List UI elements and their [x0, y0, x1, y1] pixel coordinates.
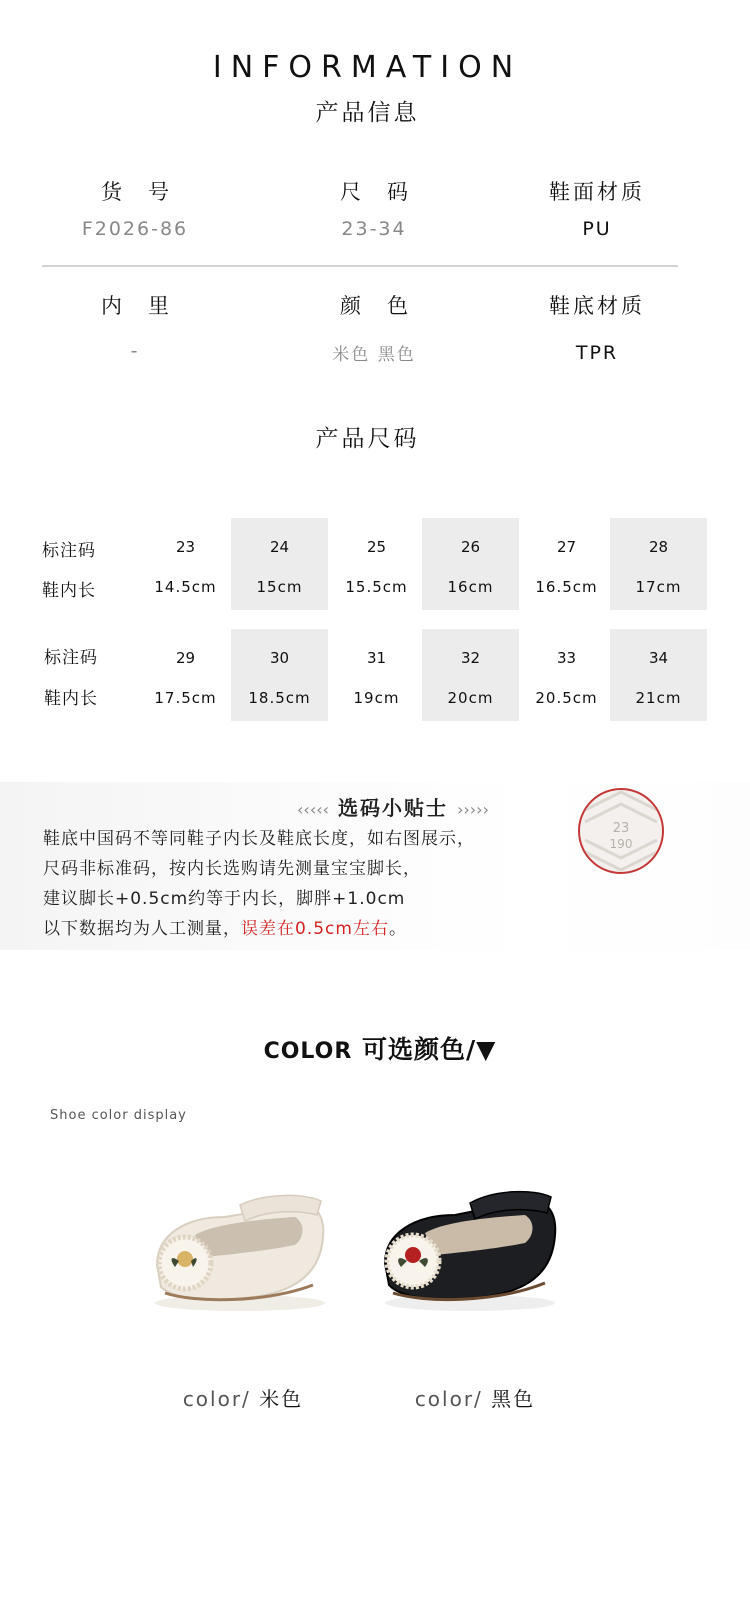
tip-line: 尺码非标准码，按内长选购请先测量宝宝脚长， — [43, 859, 421, 879]
length-value: 20cm — [447, 689, 494, 707]
size-value: 29 — [175, 649, 196, 667]
black-shoe-icon — [375, 1175, 575, 1315]
spec-value-size: 23-34 — [341, 218, 407, 240]
size-value: 33 — [556, 649, 577, 667]
tip-line-prefix: 以下数据均为人工测量， — [43, 919, 241, 939]
length-value: 16.5cm — [535, 578, 598, 596]
color-heading-en: COLOR — [263, 1039, 353, 1064]
tip-error-margin: 误差在0.5cm左右 — [241, 919, 389, 939]
sole-length-text: 190 — [609, 837, 633, 851]
size-column — [422, 629, 519, 721]
spec-label-size: 尺码 — [340, 180, 434, 204]
tips-title-text: 选码小贴士 — [338, 796, 448, 820]
spec-value-item-no: F2026-86 — [81, 218, 189, 240]
spec-label-upper-material: 鞋面材质 — [549, 180, 645, 204]
tips-arrow-left: ‹‹‹‹‹ — [297, 800, 330, 819]
color-caption-beige — [143, 1383, 343, 1412]
size-label: 标注码 — [42, 541, 96, 561]
size-value: 28 — [648, 538, 669, 556]
size-column — [518, 629, 615, 721]
size-value: 34 — [648, 649, 669, 667]
size-value: 24 — [269, 538, 290, 556]
size-value: 23 — [175, 538, 196, 556]
sole-pattern-icon — [580, 790, 662, 872]
length-value: 18.5cm — [248, 689, 311, 707]
spec-divider — [42, 265, 678, 267]
size-label: 标注码 — [44, 648, 98, 668]
size-column — [610, 629, 707, 721]
size-column — [422, 518, 519, 610]
length-value: 15cm — [256, 578, 303, 596]
length-label: 鞋内长 — [42, 581, 96, 601]
sole-size-icon — [578, 788, 664, 874]
page-title-en: INFORMATION — [212, 50, 523, 85]
length-value: 15.5cm — [345, 578, 408, 596]
size-column — [137, 518, 234, 610]
length-value: 17cm — [635, 578, 682, 596]
spec-label-color: 颜色 — [340, 294, 434, 318]
sole-size-text: 23 — [612, 821, 630, 836]
tips-title — [268, 792, 518, 821]
size-column — [137, 629, 234, 721]
tip-line: 建议脚长+0.5cm约等于内长，脚胖+1.0cm — [43, 889, 406, 909]
tip-line — [43, 914, 407, 939]
size-value: 31 — [366, 649, 387, 667]
spec-label-lining: 内里 — [101, 294, 195, 318]
color-name: 黑色 — [491, 1387, 536, 1411]
color-caption-black — [375, 1383, 575, 1412]
color-caption-prefix: color/ — [414, 1387, 483, 1411]
spec-value-color: 米色 黑色 — [332, 345, 416, 365]
page-title-cn: 产品信息 — [315, 100, 420, 126]
color-heading — [0, 1030, 750, 1066]
size-column — [328, 518, 425, 610]
size-column — [328, 629, 425, 721]
tip-line: 鞋底中国码不等同鞋子内长及鞋底长度，如右图展示， — [43, 829, 475, 849]
length-value: 14.5cm — [154, 578, 217, 596]
length-value: 20.5cm — [535, 689, 598, 707]
size-value: 27 — [556, 538, 577, 556]
color-caption-prefix: color/ — [182, 1387, 251, 1411]
size-table-2 — [40, 629, 708, 721]
length-value: 17.5cm — [154, 689, 217, 707]
size-column — [518, 518, 615, 610]
size-value: 30 — [269, 649, 290, 667]
length-value: 21cm — [635, 689, 682, 707]
color-name: 米色 — [259, 1387, 304, 1411]
shoe-display-label: Shoe color display — [50, 1108, 187, 1123]
tips-arrow-right: ››››› — [456, 800, 489, 819]
size-value: 32 — [460, 649, 481, 667]
color-heading-cn: 可选颜色/ — [362, 1035, 477, 1064]
size-value: 25 — [366, 538, 387, 556]
beige-shoe-icon — [145, 1175, 345, 1315]
spec-label-sole-material: 鞋底材质 — [549, 294, 645, 318]
size-section-title: 产品尺码 — [315, 426, 420, 452]
tip-line-suffix: 。 — [388, 919, 407, 939]
size-table-1 — [40, 518, 708, 610]
spec-value-upper-material: PU — [582, 218, 612, 240]
size-value: 26 — [460, 538, 481, 556]
length-value: 16cm — [447, 578, 494, 596]
size-column — [231, 518, 328, 610]
size-column — [231, 629, 328, 721]
spec-value-sole-material: TPR — [575, 342, 619, 364]
length-label: 鞋内长 — [44, 689, 98, 709]
triangle-down-icon: ▼ — [476, 1035, 497, 1064]
spec-value-lining: - — [130, 340, 140, 362]
spec-label-item-no: 货号 — [101, 180, 195, 204]
length-value: 19cm — [353, 689, 400, 707]
size-column — [610, 518, 707, 610]
